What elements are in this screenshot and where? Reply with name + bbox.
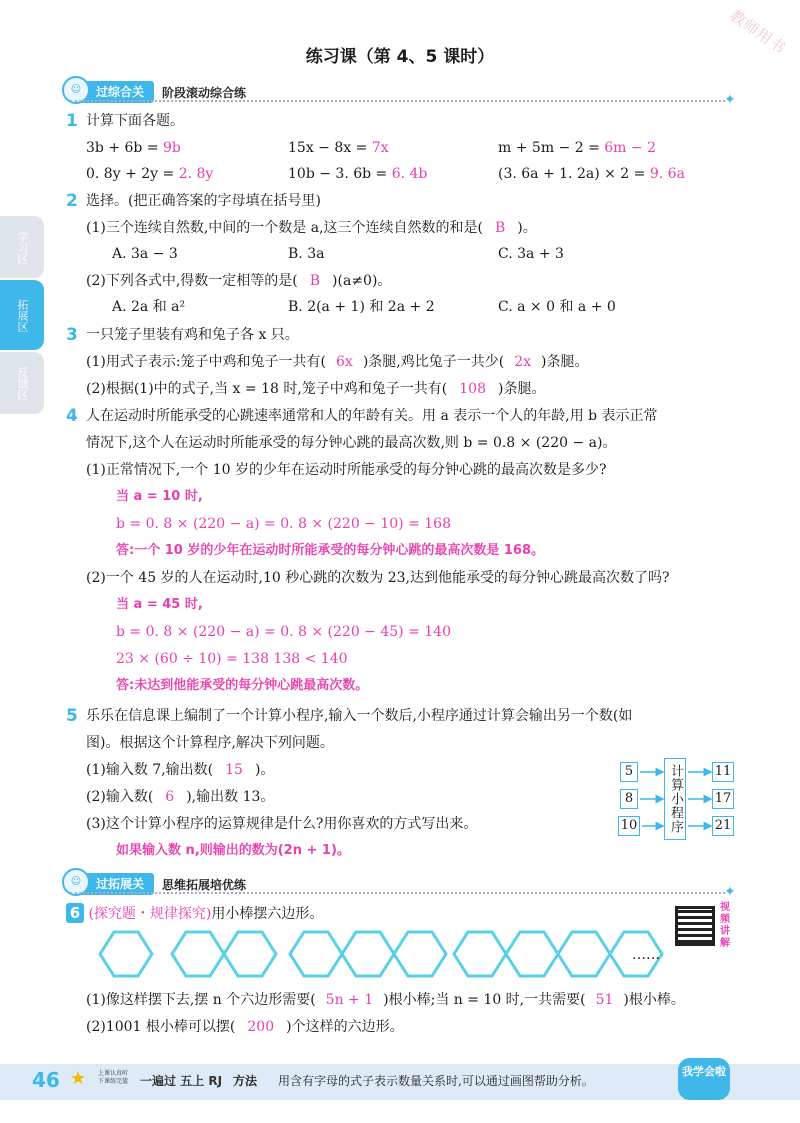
mascot-icon: ☺ [62, 76, 90, 104]
answer: 6x [336, 354, 353, 370]
solution-answer: 如果输入数 n,则输出的数为(2n + 1)。 [116, 843, 350, 858]
footer-logo: 我学会啦 [678, 1058, 730, 1100]
solution-line: b = 0. 8 × (220 − a) = 0. 8 × (220 − 45) = 140 [116, 624, 451, 640]
calc-item: 3b + 6b = 9b [86, 140, 181, 156]
answer: 6m − 2 [604, 140, 656, 156]
answer: B [309, 273, 321, 289]
solution-line: 当 a = 10 时, [116, 489, 203, 504]
option: A. 3a − 3 [112, 246, 178, 262]
calc-item: 10b − 3. 6b = 6. 4b [288, 166, 428, 182]
hexagon-3b [342, 932, 394, 976]
page-title: 练习课（第 4、5 课时） [305, 47, 495, 67]
star-icon: ✦ [724, 92, 736, 108]
section-divider [70, 100, 725, 102]
question-number: 1 [66, 111, 78, 131]
sub-question: (1)正常情况下,一个 10 岁的少年在运动时所能承受的每分钟心跳的最高次数是多少? [86, 462, 607, 478]
answer: B [495, 220, 506, 236]
qr-code-icon[interactable] [675, 906, 715, 946]
question-text: 乐乐在信息课上编制了一个计算小程序,输入一个数后,小程序通过计算会输出另一个数(如 [86, 708, 633, 724]
page-number: 46 [32, 1068, 60, 1092]
sub-question: (1)用式子表示:笼子中鸡和兔子一共有( 6x )条腿,鸡比兔子一共少( 2x )条腿。 [86, 354, 589, 370]
tip-text: 用含有字母的式子表示数量关系时,可以通过画图帮助分析。 [278, 1074, 594, 1088]
question-number: 4 [66, 406, 78, 426]
side-tab-study[interactable]: 学习区 [0, 216, 44, 278]
answer: 5n + 1 [325, 992, 374, 1008]
option: C. 3a + 3 [498, 246, 564, 262]
hexagon-2b [224, 932, 276, 976]
sub-question: (3)这个计算小程序的运算规律是什么?用你喜欢的方式写出来。 [86, 816, 478, 832]
solution-answer: 答:一个 10 岁的少年在运动时所能承受的每分钟心跳的最高次数是 168。 [116, 543, 545, 558]
star-mascot-icon: ★ [70, 1068, 87, 1089]
solution-line: 当 a = 45 时, [116, 597, 203, 612]
question-3 [66, 324, 299, 346]
option: C. a × 0 和 a + 0 [498, 299, 616, 315]
question-number: 3 [66, 325, 78, 345]
answer: 6. 4b [391, 166, 428, 182]
sub-question: (2)输入数( 6 ),输出数 13。 [86, 789, 275, 805]
calc-item: m + 5m − 2 = 6m − 2 [498, 140, 656, 156]
footer-slogan: 上课认真听 下课练完篮 [98, 1070, 129, 1085]
question-6 [66, 903, 323, 925]
question-text: 情况下,这个人在运动时所能承受的每分钟心跳的最高次数,则 b = 0.8 × (220 − a)。 [86, 435, 617, 451]
section-badge: ☺ 过拓展关 [70, 873, 154, 895]
answer: 6 [165, 789, 175, 805]
solution-line: b = 0. 8 × (220 − a) = 0. 8 × (220 − 10) = 168 [116, 516, 451, 532]
teacher-edition-stamp: 教师用书 [726, 6, 790, 58]
hexagon-4a [454, 932, 506, 976]
question-number: 2 [66, 191, 78, 211]
section-divider [70, 892, 725, 894]
mascot-icon: ☺ [62, 868, 90, 896]
section-badge: ☺ 过综合关 [70, 81, 154, 103]
sub-question: (1)三个连续自然数,中间的一个数是 a,这三个连续自然数的和是( B )。 [86, 220, 537, 236]
question-text: 人在运动时所能承受的心跳速率通常和人的年龄有关。用 a 表示一个人的年龄,用 b 表示正常 [86, 408, 658, 424]
question-text: 图)。根据这个计算程序,解决下列问题。 [86, 735, 334, 751]
sub-question: (2)下列各式中,得数一定相等的是( B )(a≠0)。 [86, 273, 392, 289]
sub-question: (2)1001 根小棒可以摆( 200 )个这样的六边形。 [86, 1019, 404, 1035]
calc-item: (3. 6a + 1. 2a) × 2 = 9. 6a [498, 166, 685, 182]
answer: 200 [247, 1019, 275, 1035]
section-subtitle: 阶段滚动综合练 [162, 85, 247, 100]
flow-input: 5 [620, 762, 638, 782]
answer: 2. 8y [178, 166, 214, 182]
answer: 9. 6a [649, 166, 685, 182]
answer: 7x [371, 140, 389, 156]
question-text: 用小棒摆六边形。 [211, 906, 324, 922]
question-5 [66, 705, 632, 727]
flow-input: 10 [618, 816, 640, 836]
side-tabs [0, 216, 44, 416]
question-number: 5 [66, 706, 78, 726]
hexagon-3a [290, 932, 342, 976]
footer-brand: 一遍过 五上 RJ [140, 1074, 223, 1088]
question-4 [66, 405, 658, 427]
calc-item: 0. 8y + 2y = 2. 8y [86, 166, 214, 182]
section-subtitle: 思维拓展培优练 [162, 877, 247, 892]
answer: 9b [163, 140, 181, 156]
side-tab-feedback[interactable]: 反馈区 [0, 352, 44, 414]
sub-question: (1)像这样摆下去,摆 n 个六边形需要( 5n + 1 )根小棒;当 n = 10 时,一共需要( 51 )根小棒。 [86, 992, 685, 1008]
flow-program: 计算小程序 [664, 758, 686, 840]
answer: 51 [595, 992, 614, 1008]
hexagon-figures [86, 928, 676, 980]
side-tab-extend[interactable]: 拓展区 [0, 280, 44, 350]
question-2 [66, 190, 321, 212]
hexagon-3c [394, 932, 446, 976]
question-number: 6 [66, 903, 84, 923]
flow-output: 11 [712, 762, 734, 782]
flow-arrows [638, 762, 718, 842]
flow-output: 21 [712, 816, 734, 836]
answer: 15 [225, 762, 243, 778]
solution-answer: 答:未达到他能承受的每分钟心跳最高次数。 [116, 678, 369, 693]
calc-item: 15x − 8x = 7x [288, 140, 389, 156]
answer: 108 [459, 381, 486, 397]
question-text: 选择。(把正确答案的字母填在括号里) [86, 193, 321, 209]
ellipsis: …… [632, 947, 660, 963]
flow-input: 8 [620, 789, 638, 809]
page-footer [0, 1050, 800, 1123]
sub-question: (2)一个 45 岁的人在运动时,10 秒心跳的次数为 23,达到他能承受的每分钟心跳最高次数了吗? [86, 570, 670, 586]
option: B. 3a [288, 246, 325, 262]
question-text: 计算下面各题。 [86, 113, 184, 129]
hexagon-2a [172, 932, 224, 976]
solution-line: 23 × (60 ÷ 10) = 138 138 < 140 [116, 651, 348, 667]
question-1 [66, 110, 184, 132]
option: B. 2(a + 1) 和 2a + 2 [288, 299, 435, 315]
star-icon: ✦ [724, 884, 736, 900]
hexagon-4c [558, 932, 610, 976]
hexagon-4b [506, 932, 558, 976]
answer: 2x [514, 354, 532, 370]
option: A. 2a 和 a² [112, 299, 186, 315]
tip-label: 方法 [233, 1074, 258, 1088]
sub-question: (2)根据(1)中的式子,当 x = 18 时,笼子中鸡和兔子一共有( 108 )条腿。 [86, 381, 546, 397]
question-tag: (探究题・规律探究) [88, 906, 212, 922]
video-explain-label: 视频讲解 [720, 902, 730, 949]
question-text: 一只笼子里装有鸡和兔子各 x 只。 [86, 327, 299, 343]
hexagon-1 [100, 932, 152, 976]
flow-output: 17 [712, 789, 734, 809]
sub-question: (1)输入数 7,输出数( 15 )。 [86, 762, 275, 778]
